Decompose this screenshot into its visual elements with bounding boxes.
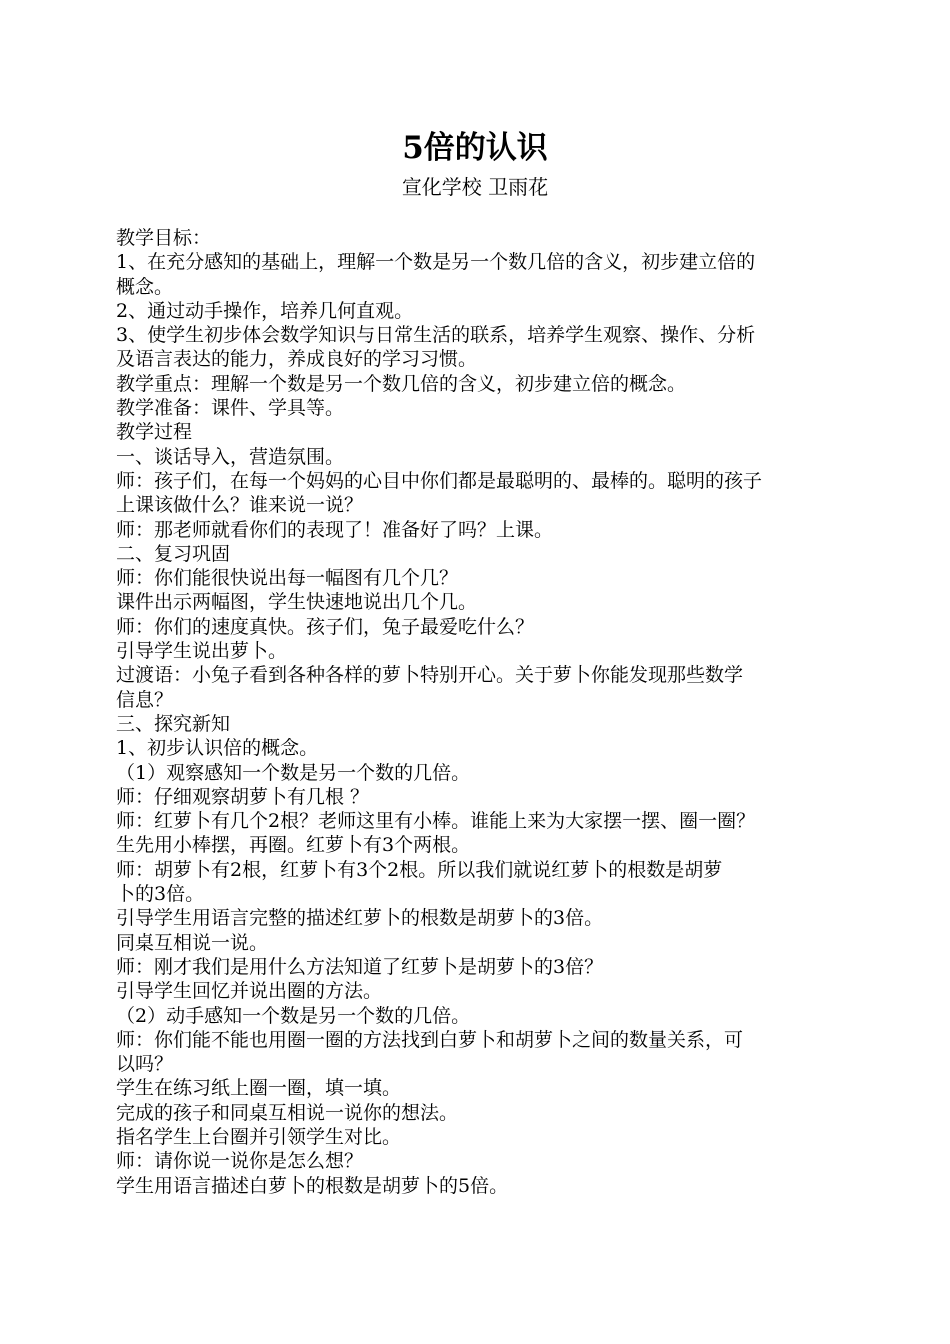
text-line: 三、探究新知 [116, 712, 231, 735]
text-line: 1、在充分感知的基础上，理解一个数是另一个数几倍的含义，初步建立倍的 [116, 251, 756, 274]
text-line: 师：胡萝卜有2根，红萝卜有3个2根。所以我们就说红萝卜的根数是胡萝 [116, 858, 723, 881]
text-line: 师：你们能不能也用圈一圈的方法找到白萝卜和胡萝卜之间的数量关系，可 [116, 1028, 744, 1051]
text-line: 教学目标： [116, 227, 212, 249]
text-line: 2、通过动手操作，培养几何直观。 [116, 299, 414, 322]
text-line: 师：你们能很快说出每一幅图有几个几？ [116, 567, 459, 590]
text-line: 引导学生说出萝卜。 [116, 640, 288, 663]
text-line: 学生在练习纸上圈一圈，填一填。 [116, 1077, 402, 1100]
text-line: 教学准备：课件、学具等。 [116, 397, 345, 420]
text-line: 引导学生用语言完整的描述红萝卜的根数是胡萝卜的3倍。 [116, 907, 604, 930]
text-line: 生先用小棒摆，再圈。红萝卜有3个两根。 [116, 834, 471, 857]
text-line: 师：请你说一说你是怎么想？ [116, 1150, 364, 1173]
text-line: 课件出示两幅图，学生快速地说出几个几。 [116, 591, 478, 614]
text-line: 引导学生回忆并说出圈的方法。 [116, 980, 383, 1003]
text-line: 师：你们的速度真快。孩子们，兔子最爱吃什么？ [116, 615, 535, 638]
text-line: 概念。 [116, 275, 174, 298]
text-line: 一、谈话导入，营造氛围。 [116, 445, 345, 468]
text-line: （2）动手感知一个数是另一个数的几倍。 [116, 1004, 471, 1027]
text-line: 同桌互相说一说。 [116, 931, 269, 954]
text-line: 师：孩子们，在每一个妈妈的心目中你们都是最聪明的、最棒的。聪明的孩子 [116, 469, 763, 492]
text-line: 3、使学生初步体会数学知识与日常生活的联系，培养学生观察、操作、分析 [116, 324, 756, 347]
text-line: 师：刚才我们是用什么方法知道了红萝卜是胡萝卜的3倍？ [116, 955, 604, 978]
text-line: 学生用语言描述白萝卜的根数是胡萝卜的5倍。 [116, 1174, 509, 1197]
document-body [116, 226, 840, 1198]
text-line: 师：红萝卜有几个2根？老师这里有小棒。谁能上来为大家摆一摆、圈一圈？ [116, 810, 756, 833]
text-line: 上课该做什么？谁来说一说？ [116, 494, 364, 517]
text-line: （1）观察感知一个数是另一个数的几倍。 [116, 761, 471, 784]
document-title: 5倍的认识 [402, 130, 548, 166]
text-line: 卜的3倍。 [116, 883, 205, 906]
text-line: 指名学生上台圈并引领学生对比。 [116, 1125, 402, 1148]
text-line: 以吗？ [116, 1053, 174, 1076]
text-line: 过渡语：小兔子看到各种各样的萝卜特别开心。关于萝卜你能发现那些数学 [116, 664, 744, 687]
text-line: 信息？ [116, 688, 174, 711]
text-line: 1、初步认识倍的概念。 [116, 737, 319, 760]
document-author: 宣化学校 卫雨花 [401, 175, 549, 199]
text-line: 二、复习巩固 [116, 542, 231, 565]
text-line: 师：那老师就看你们的表现了！准备好了吗？上课。 [116, 518, 554, 541]
text-line: 教学重点：理解一个数是另一个数几倍的含义，初步建立倍的概念。 [116, 372, 687, 395]
text-line: 教学过程 [116, 421, 193, 444]
text-line: 师：仔细观察胡萝卜有几根 ？ [116, 785, 370, 808]
text-line: 及语言表达的能力，养成良好的学习习惯。 [116, 348, 478, 371]
text-line: 完成的孩子和同桌互相说一说你的想法。 [116, 1101, 459, 1124]
